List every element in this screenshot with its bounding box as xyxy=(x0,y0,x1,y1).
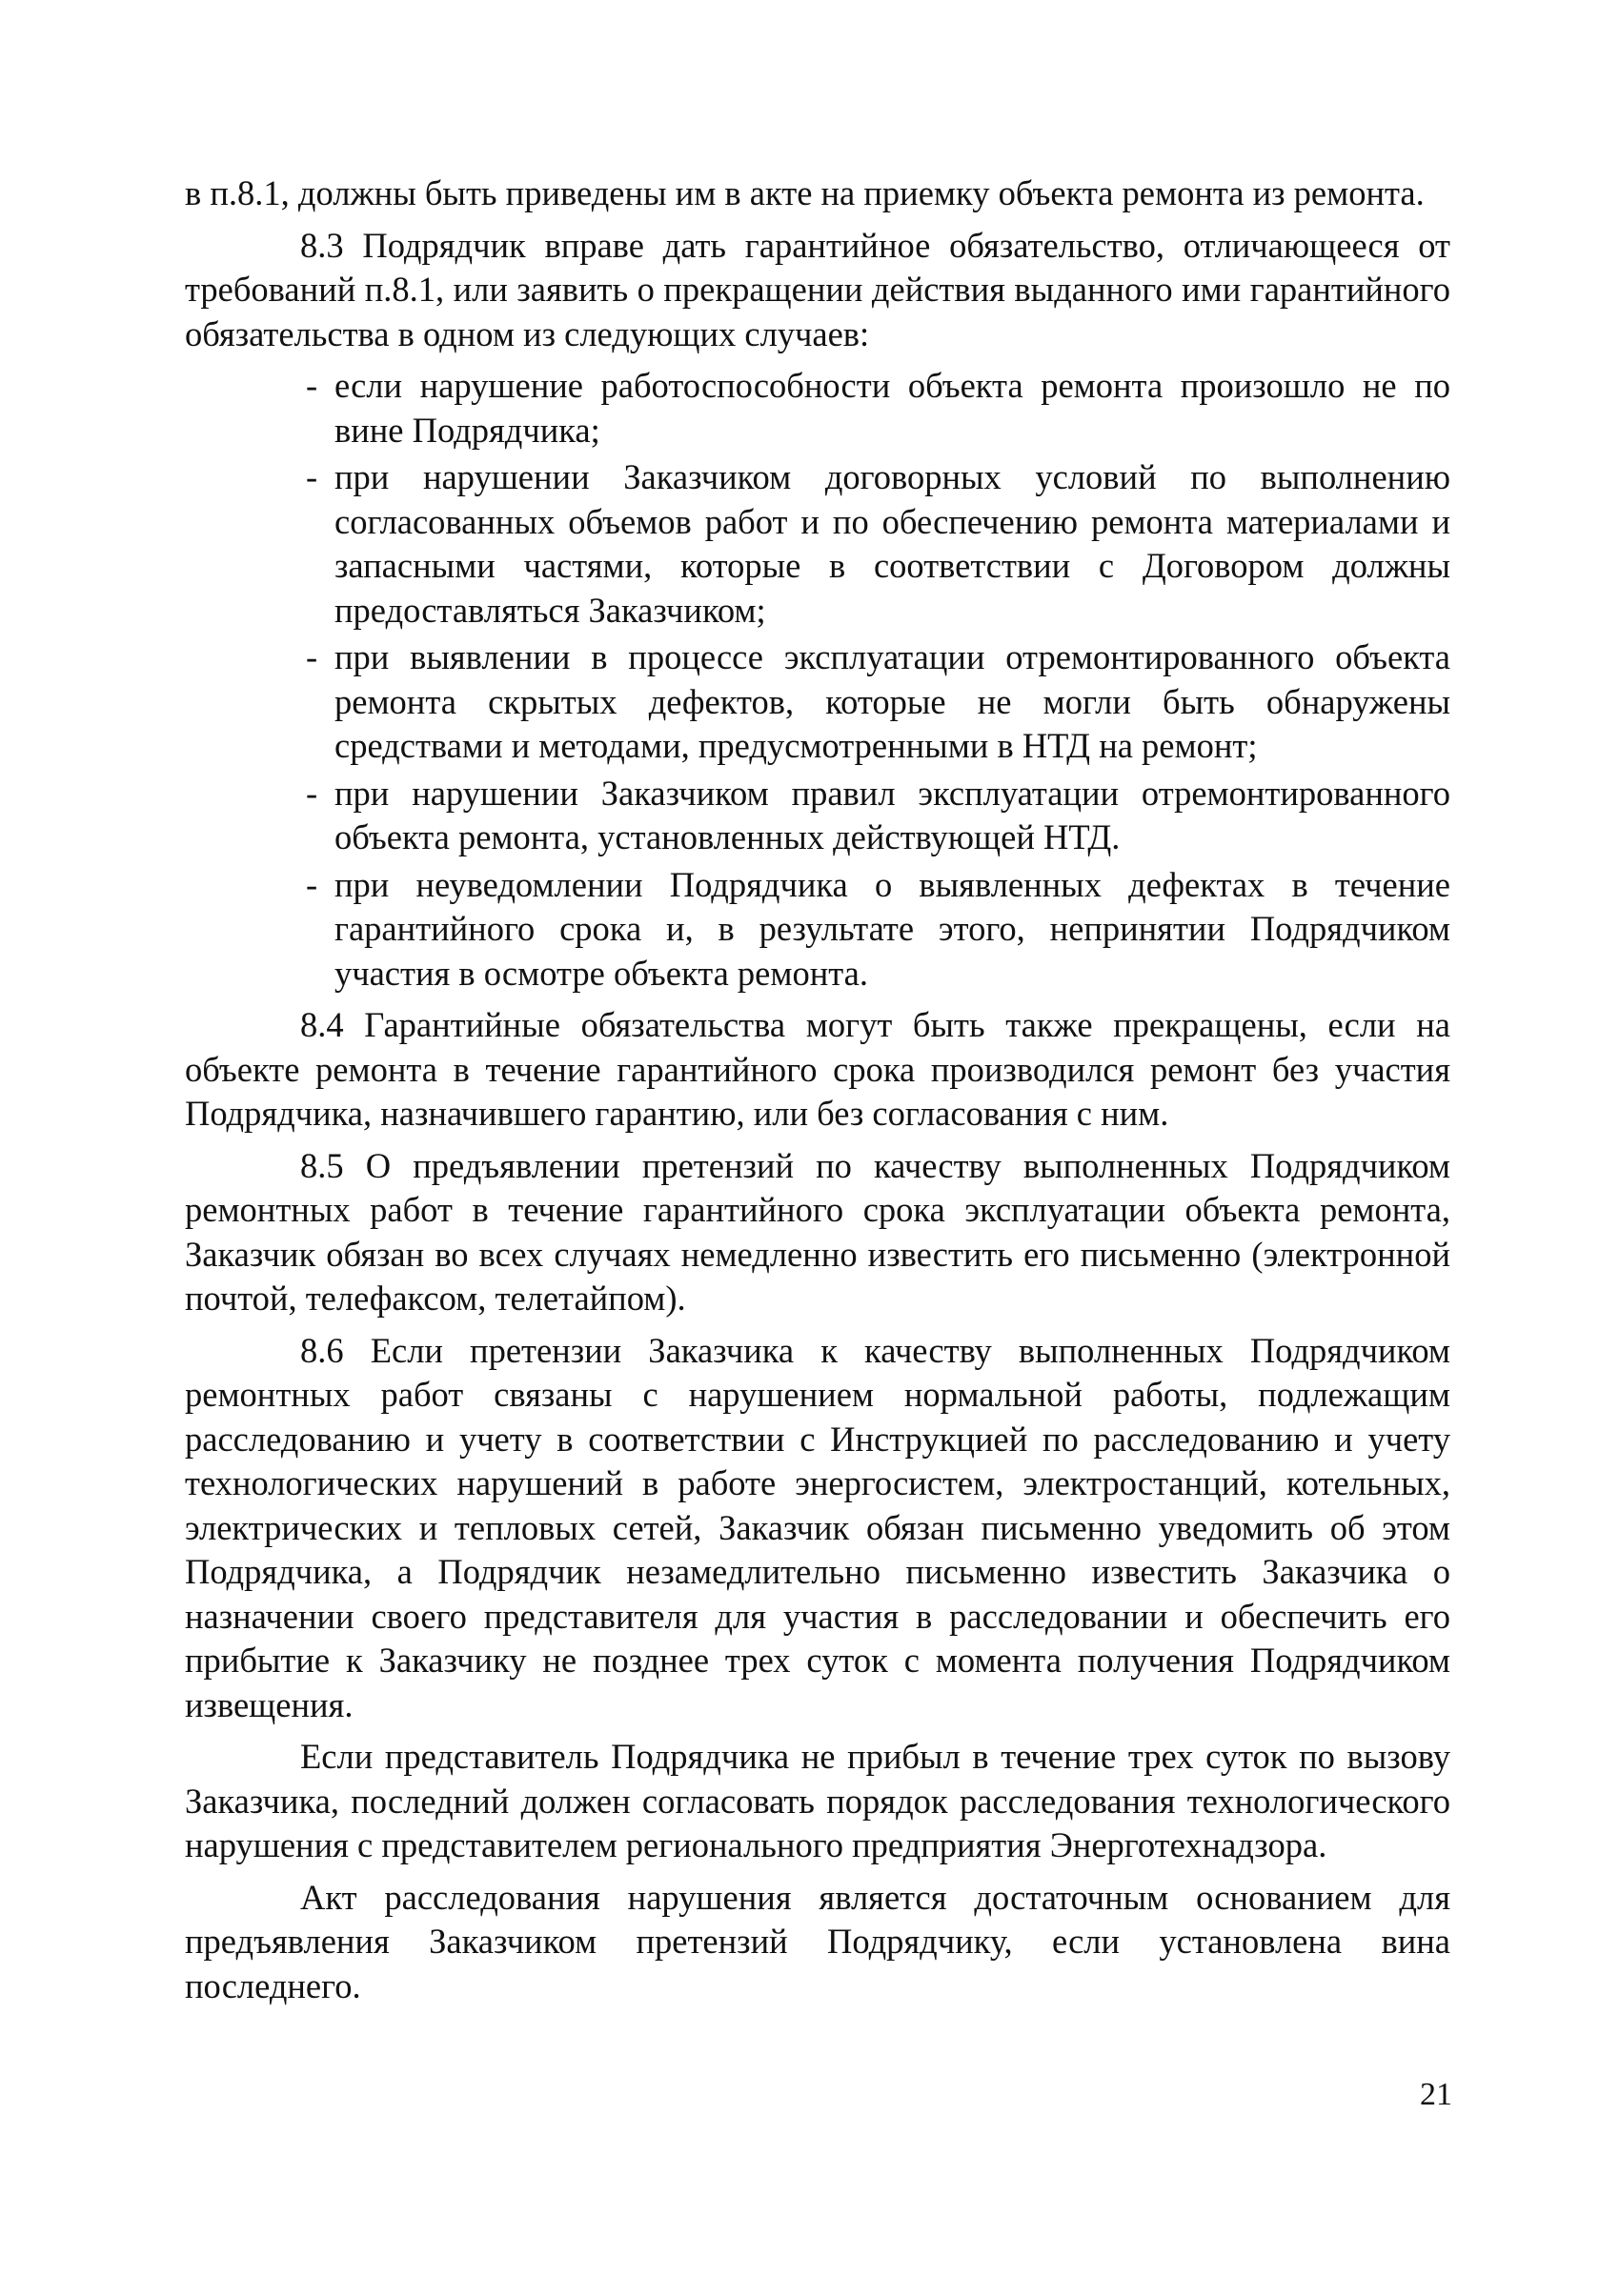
list-item xyxy=(185,863,1450,997)
paragraph-8-5: 8.5 О предъявлении претензий по качеству выполненных Подрядчиком ремонтных работ в течение гарантийного срока эксплуатации объекта ремонта, Заказчик обязан во всех случаях немедленно известить его письменно (электронной почтой, телефаксом, телетайпом). xyxy=(185,1145,1450,1318)
list-item-text: при нарушении Заказчиком договорных условий по выполнению согласованных объемов работ и по обеспечению ремонта материалами и запасными частями, которые в соответствии с Договором должны предоставляться Заказчиком; xyxy=(334,457,1450,630)
list-item xyxy=(185,364,1450,453)
paragraph-representative: Если представитель Подрядчика не прибыл в течение трех суток по вызову Заказчика, последний должен согласовать порядок расследования технологического нарушения с представителем регионального предприятия Энерготехнадзора. xyxy=(185,1737,1450,1864)
list-dash: - xyxy=(306,773,318,813)
list-item-text: при выявлении в процессе эксплуатации отремонтированного объекта ремонта скрытых дефектов, которые не могли быть обнаружены средствами и методами, предусмотренными в НТД на ремонт; xyxy=(334,637,1450,765)
list-dash: - xyxy=(306,457,318,496)
list-dash: - xyxy=(306,637,318,676)
paragraph-8-3: 8.3 Подрядчик вправе дать гарантийное обязательство, отличающееся от требований п.8.1, или заявить о прекращении действия выданного ими гарантийного обязательства в одном из следующих случаев: xyxy=(185,225,1450,353)
paragraph-investigation-act: Акт расследования нарушения является достаточным основанием для предъявления Заказчиком претензий Подрядчику, если установлена вина последнего. xyxy=(185,1877,1450,2005)
list-dash: - xyxy=(306,864,318,904)
list-item-text: при неуведомлении Подрядчика о выявленных дефектах в течение гарантийного срока и, в результате этого, непринятии Подрядчиком участия в осмотре объекта ремонта. xyxy=(334,864,1450,993)
paragraph-8-6: 8.6 Если претензии Заказчика к качеству выполненных Подрядчиком ремонтных работ связаны с нарушением нормальной работы, подлежащим расследованию и учету в соответствии с Инструкцией по расследованию и учету технологических нарушений в работе энергосистем, электростанций, котельных, электрических и тепловых сетей, Заказчик обязан письменно уведомить об этом Подрядчика, а Подрядчик незамедлительно письменно известить Заказчика о назначении своего представителя для участия в расследовании и обеспечить его прибытие к Заказчику не позднее трех суток с момента получения Подрядчиком извещения. xyxy=(185,1330,1450,1724)
list-item xyxy=(185,772,1450,860)
list-item xyxy=(185,455,1450,633)
list-dash: - xyxy=(306,366,318,405)
list-item-text: если нарушение работоспособности объекта ремонта произошло не по вине Подрядчика; xyxy=(334,366,1450,450)
paragraph-8-4: 8.4 Гарантийные обязательства могут быть также прекращены, если на объекте ремонта в течение гарантийного срока производился ремонт без участия Подрядчика, назначившего гарантию, или без согласования с ним. xyxy=(185,1005,1450,1133)
list-item xyxy=(185,635,1450,769)
paragraph-continuation: в п.8.1, должны быть приведены им в акте на приемку объекта ремонта из ремонта. xyxy=(185,173,1425,212)
list-item-text: при нарушении Заказчиком правил эксплуатации отремонтированного объекта ремонта, установленных действующей НТД. xyxy=(334,773,1450,856)
page-number: 21 xyxy=(1420,2077,1452,2112)
page-content xyxy=(185,171,1450,2016)
cases-list xyxy=(185,364,1450,996)
